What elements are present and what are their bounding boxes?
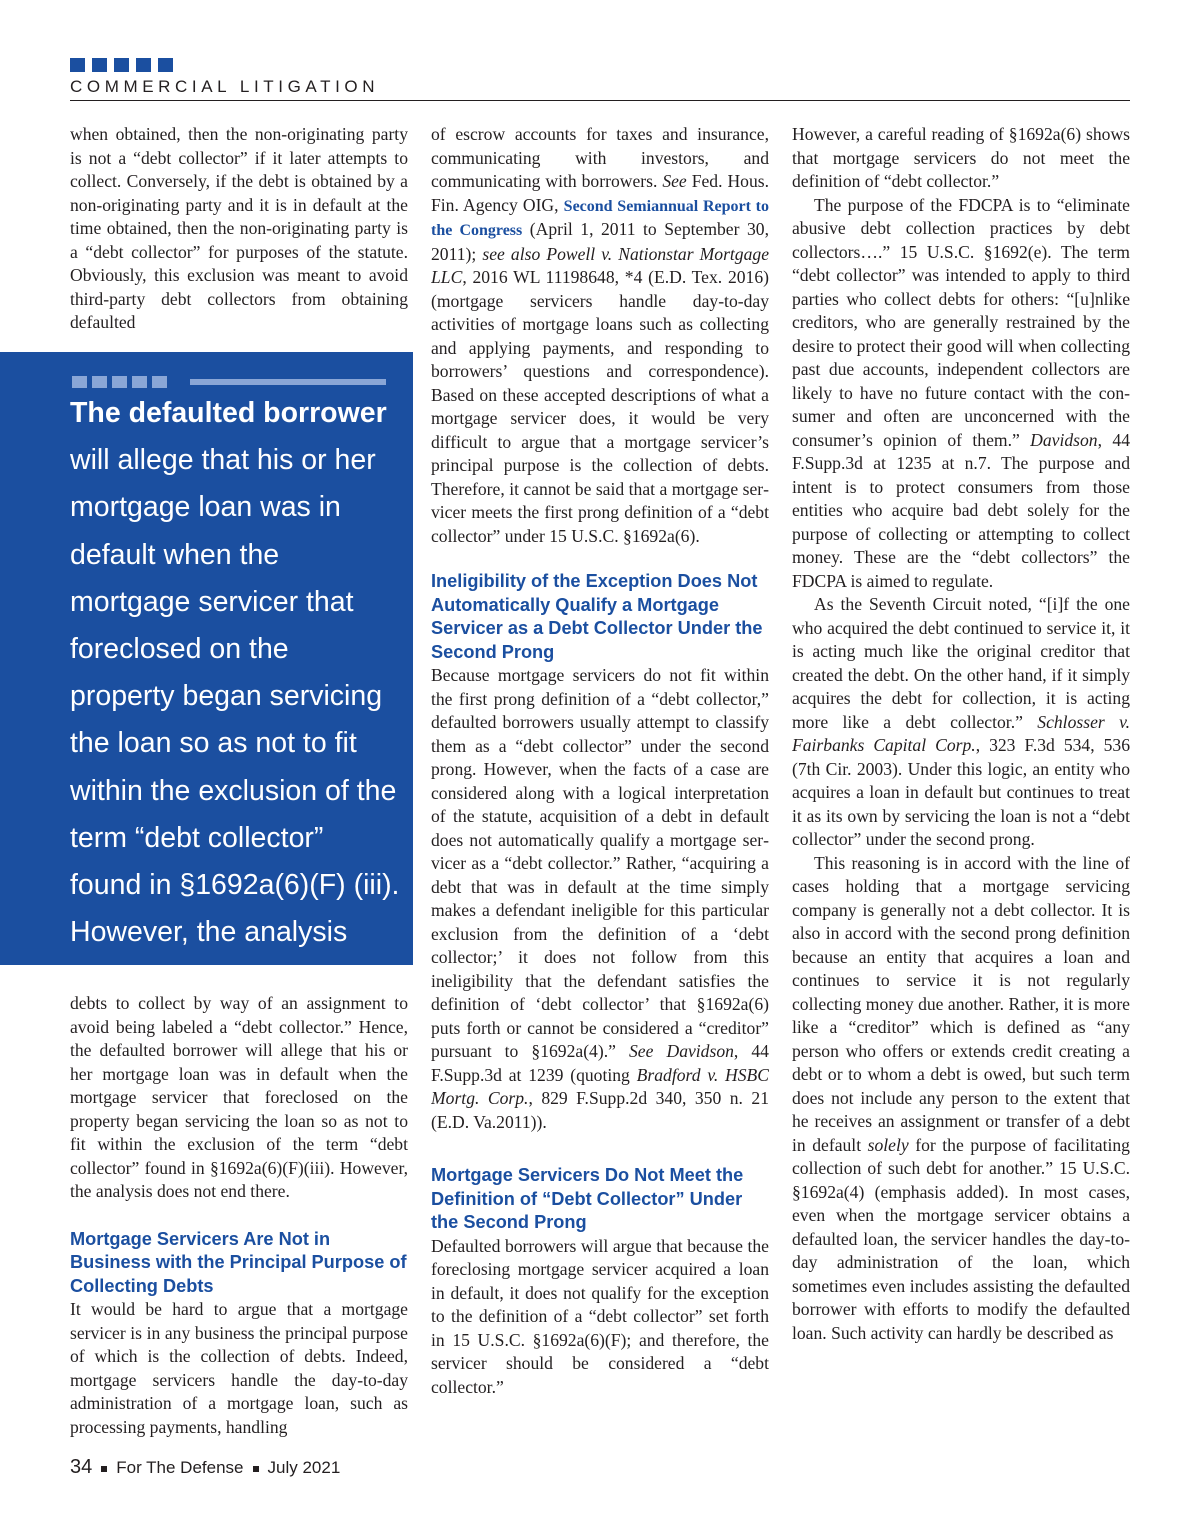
body-paragraph: It would be hard to argue that a mortgage servicer is in any business the principal purpose of which is the collection of debts. Indeed, mortgage servicers handle the day-to-day administration of a mortgage loan, such as processing payments, handling (70, 1299, 408, 1437)
text-run: , 2016 WL 11198648, *4 (E.D. Tex. 2016) (mortgage servicers handle day-to-day activities of mortgage loans such as collecting and applying payments, and responding to borrowers’ questions and correspondence). Based on these accepted descriptions of what a mortgage servicer does, it would be very difficult to argue that a mortgage servicer’s principal purpose is the collection of debts. Therefore, it cannot be said that a mortgage servicer meets the first prong definition of a “debt collector” under 15 U.S.C. §1692a(6). (431, 267, 769, 546)
text-run: Because mortgage servicers do not fit within the first prong definition of a “debt collector,” defaulted borrowers usually attempt to classify them as a “debt collector” under the second prong. However, when the facts of a case are considered along with a logical interpretation of the statute, acquisition of a debt in default does not automatically qualify a mortgage servicer as a “debt collector.” Rather, “acquiring a debt that was in default at the time simply makes a defendant ineligible for this particular exclusion from the definition of a ‘debt collector;’ it does not follow from this ineligibility that the defendant satisfies the definition of ‘debt collector’ that §1692a(6) puts forth or cannot be considered a “creditor” pursuant to §1692a(4).” (431, 665, 769, 1061)
header-rule (70, 100, 1130, 101)
pull-quote-lead: The defaulted borrower (70, 397, 387, 429)
footer-bullet (253, 1466, 259, 1472)
pull-quote-body: will allege that his or her mortgage loan was in default when the mortgage servicer that foreclosed on the property began servicing the loan so as not to fit within the exclusion of the term “debt collector” found in §1692a(6)(F) (iii). However, the analysis does not end there. (70, 444, 400, 996)
text-run: for the purpose of facilitating collection of such debt for another.” 15 U.S.C. §1692a(4) (emphasis added). In most cases, even when the mortgage servicer obtains a defaulted loan, the servicer handles the day-to-day administration of the loan, which sometimes even includes assisting the defaulted borrower with efforts to modify the defaulted loan. Such activity can hardly be described as (792, 1134, 1130, 1343)
text-run: (April 1, 2011 to September 30, 2011); (431, 219, 769, 264)
column-1-top (70, 123, 408, 339)
body-paragraph (792, 852, 1130, 1346)
section-marker-squares (70, 58, 173, 72)
body-paragraph (792, 194, 1130, 594)
text-run: As the Seventh Circuit noted, “[i]f the one who acquired the debt continued to service it, it is acting much like the original creditor that created the debt. On the other hand, if it simply acquires the debt for collection, it is acting more like a debt collector.” (792, 594, 1130, 732)
pull-quote (0, 352, 413, 996)
text-run: of escrow accounts for taxes and insurance, communicating with investors, and communicating with borrowers. (431, 124, 769, 191)
case-citation: see also Powell v. Nationstar Mortgage LLC (431, 243, 769, 287)
pull-quote-marker-squares (72, 376, 167, 388)
case-citation: Bradford v. HSBC Mortg. Corp. (431, 1064, 769, 1108)
text-run: , 44 F.Supp.3d at 1235 at n.7. The purpose and intent is to protect consumers from those entities who acquire bad debt solely for the purpose of collecting or attempting to collect money. These are the “debt collectors” the FDCPA is aimed to regulate. (792, 429, 1130, 591)
pull-quote-rule (190, 379, 386, 385)
publication-name: For The Defense (116, 1458, 244, 1477)
page-number: 34 (70, 1456, 93, 1478)
page-footer (70, 1456, 340, 1479)
footer-bullet (101, 1466, 107, 1472)
report-link[interactable]: Second Semiannual Report to the Congress (431, 197, 769, 239)
body-paragraph: debts to collect by way of an assignment to avoid being labeled a “debt collector.” Hence, the defaulted borrower will allege that his or her mortgage loan was in default when the mortgage servicer that foreclosed on the property began servicing the loan so as not to fit within the exclusion of the term “debt collector” found in §1692a(6)(F)(iii). However, the analysis does not end there. (70, 993, 408, 1201)
emphasis: solely (867, 1134, 909, 1155)
issue-date: July 2021 (267, 1458, 341, 1477)
text-run: This reasoning is in accord with the line of cases holding that a mortgage servicing company is generally not a debt collector. It is also in accord with the second prong definition because an entity that acquires a loan and continues to service it is not regularly collecting money due another. Rather, it is more like a “creditor” which is defined as “any person who offers or extends credit creating a debt or to whom a debt is owed, but such term does not include any person to the extent that he receives an assignment or transfer of a debt in default (792, 852, 1130, 1155)
column-2 (431, 123, 769, 1468)
pull-quote-text (70, 390, 400, 1004)
body-paragraph (431, 664, 769, 1134)
text-run: The purpose of the FDCPA is to “eliminate abusive debt collection practices by debt collectors….” 15 U.S.C. §1692(e). The term “debt collector” was intended to apply to third parties who collect debts for others: “[u]nlike creditors, who are generally restrained by the desire to protect their good will when collecting past due accounts, independent collectors are likely to have no future contact with the consumer and often are unconcerned with the consumer’s opinion of them.” (792, 194, 1130, 450)
case-citation: See Davidson (629, 1041, 734, 1061)
text-run: , 829 F.Supp.2d 340, 350 n. 21 (E.D. Va.2011)). (431, 1088, 769, 1132)
section-heading: Mortgage Servicers Do Not Meet the Definition of “Debt Collector” Under the Second Prong (431, 1165, 744, 1232)
section-heading: Mortgage Servicers Are Not in Business with the Principal Purpose of Collecting Debts (70, 1228, 407, 1296)
body-paragraph (792, 593, 1130, 852)
column-3 (792, 123, 1130, 1468)
body-paragraph (431, 123, 769, 548)
citation-signal: See (662, 171, 687, 191)
case-citation: Davidson (1030, 429, 1098, 450)
body-paragraph: However, a careful reading of §1692a(6) shows that mortgage servicers do not meet the definition of “debt collector.” (792, 124, 1130, 191)
case-citation: Schlosser v. Fairbanks Capital Corp. (792, 711, 1130, 755)
section-label: COMMERCIAL LITIGATION (70, 77, 380, 96)
text-run: , 323 F.3d 534, 536 (7th Cir. 2003). Under this logic, an entity who acquires a loan in default but continues to treat it as its own by servicing the loan is not a “debt collector” under the second prong. (792, 735, 1130, 849)
text-run: Fed. Hous. Fin. Agency OIG, (431, 171, 769, 215)
text-run: , 44 F.Supp.3d at 1239 (quoting (431, 1041, 769, 1085)
section-heading: Ineligibility of the Exception Does Not Automatically Qualify a Mortgage Servicer as a Debt Collector Under the Second Prong (431, 571, 763, 662)
column-1-bottom (70, 992, 408, 1462)
body-paragraph: Defaulted borrowers will argue that because the foreclosing mortgage servicer acquired a loan in default, it does not qualify for the exception to the definition of a “debt collector” set forth in 15 U.S.C. §1692a(6)(F); and therefore, the servicer should be considered a “debt collector.” (431, 1235, 769, 1397)
body-paragraph: when obtained, then the non-originating party is not a “debt collector” if it later attempts to collect. Conversely, if the debt is obtained by a non-originating party and it is in default at the time obtained, then the non-originating party is a “debt collector” for purposes of the statute. Obviously, this exclusion was meant to avoid third-party debt collectors from obtaining defaulted (70, 124, 408, 332)
